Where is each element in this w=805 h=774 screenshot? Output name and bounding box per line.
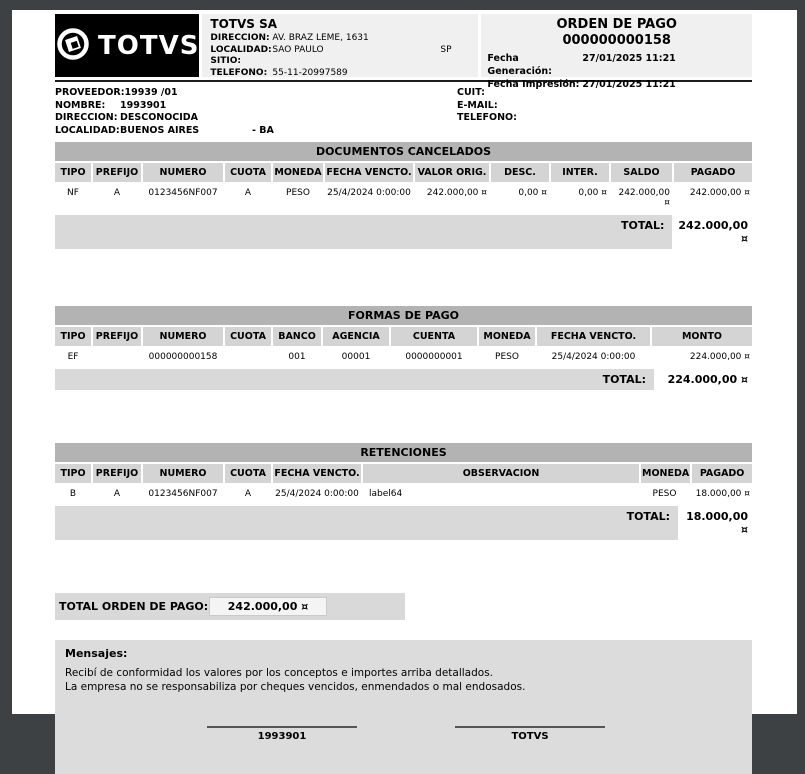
totvs-logo-text: TOTVS xyxy=(98,30,200,61)
message-line: La empresa no se responsabiliza por cheques vencidos, enmendados o mal endosados. xyxy=(65,681,526,693)
message-line: Recibí de conformidad los valores por los conceptos e importes arriba detallados. xyxy=(65,667,494,679)
column-header: MONEDA xyxy=(641,464,690,483)
column-header: TIPO xyxy=(55,327,91,346)
total-label: TOTAL: xyxy=(55,215,672,249)
grand-total-bar xyxy=(55,593,405,620)
field-label: LOCALIDAD: xyxy=(55,124,120,136)
provider-row xyxy=(457,100,752,113)
section-documentos-cancelados xyxy=(55,142,752,249)
section-title: RETENCIONES xyxy=(55,443,752,462)
grand-total-label: TOTAL ORDEN DE PAGO: xyxy=(59,600,209,613)
field-label: PROVEEDOR: xyxy=(55,87,125,98)
report-page xyxy=(12,10,797,742)
total-value: 224.000,00 ¤ xyxy=(656,369,752,390)
mensajes-box xyxy=(55,640,752,774)
section-formas-de-pago xyxy=(55,306,752,390)
field-extra xyxy=(252,112,457,125)
column-header: MONTO xyxy=(652,327,752,346)
company-info-panel xyxy=(202,14,478,77)
company-row xyxy=(210,56,470,68)
column-header: INTER. xyxy=(551,163,609,182)
report-header xyxy=(55,14,752,90)
field-value xyxy=(522,87,654,100)
table-total-row xyxy=(55,506,752,540)
field-label: CUIT: xyxy=(457,87,485,98)
field-extra: - BA xyxy=(252,124,274,136)
cell-moneda: PESO xyxy=(286,188,310,198)
section-title: DOCUMENTOS CANCELADOS xyxy=(55,142,752,161)
field-label: LOCALIDAD: xyxy=(210,44,272,55)
cell-cuota: A xyxy=(244,188,252,198)
mensajes-title: Mensajes: xyxy=(65,647,128,660)
cell-pagado: 242.000,00 ¤ xyxy=(689,188,750,198)
table-row xyxy=(55,183,752,213)
cell-tipo: NF xyxy=(67,188,79,198)
cell-tipo: B xyxy=(69,489,77,499)
column-header: DESC. xyxy=(491,163,549,182)
cell-pagado: 18.000,00 ¤ xyxy=(695,489,750,499)
totvs-logo-icon xyxy=(55,26,91,66)
column-header: PREFIJO xyxy=(93,327,141,346)
total-value: 242.000,00 ¤ xyxy=(674,215,752,249)
column-header: NUMERO xyxy=(143,464,223,483)
field-extra: SP xyxy=(440,44,452,55)
table-header-row xyxy=(55,163,752,182)
cell-prefijo: A xyxy=(113,188,121,198)
section-title: FORMAS DE PAGO xyxy=(55,306,752,325)
field-label: Fecha Impresión: xyxy=(487,79,580,90)
field-extra xyxy=(440,68,470,80)
totvs-logo xyxy=(55,14,199,77)
field-label: DIRECCION: xyxy=(55,112,118,123)
field-value: 55-11-20997589 xyxy=(272,67,348,78)
field-label: NOMBRE: xyxy=(55,99,106,111)
field-value: SAO PAULO xyxy=(272,44,324,55)
field-value xyxy=(522,100,654,113)
provider-right-column xyxy=(457,87,752,137)
table-header-row xyxy=(55,464,752,483)
field-value: 27/01/2025 11:21 xyxy=(582,79,676,90)
field-value: 1993901 xyxy=(120,99,167,111)
signature-line-company: TOTVS xyxy=(455,726,605,742)
provider-row xyxy=(55,87,457,100)
cell-observacion: label64 xyxy=(369,489,403,499)
column-header: TIPO xyxy=(55,464,91,483)
grand-total-value: 242.000,00 ¤ xyxy=(209,597,327,616)
provider-row xyxy=(457,87,752,100)
column-header: NUMERO xyxy=(143,163,223,182)
field-label: DIRECCION: xyxy=(210,33,270,43)
field-extra xyxy=(440,56,470,68)
cell-tipo: EF xyxy=(67,352,79,362)
company-row xyxy=(210,33,470,45)
column-header: BANCO xyxy=(273,327,321,346)
field-value: 19939 /01 xyxy=(124,87,178,98)
company-row xyxy=(210,68,470,80)
order-info-panel xyxy=(481,14,752,90)
company-name: TOTVS SA xyxy=(210,17,278,31)
provider-row xyxy=(55,112,457,125)
cell-cuota: A xyxy=(244,489,252,499)
section-retenciones xyxy=(55,443,752,540)
cell-moneda: PESO xyxy=(652,489,677,499)
column-header: FECHA VENCTO. xyxy=(273,464,361,483)
column-header: PAGADO xyxy=(692,464,752,483)
cell-valor-orig: 242.000,00 ¤ xyxy=(426,188,487,198)
column-header: OBSERVACION xyxy=(363,464,639,483)
table-row xyxy=(55,347,752,367)
column-header: SALDO xyxy=(611,163,672,182)
cell-cuota xyxy=(225,347,271,367)
cell-moneda: PESO xyxy=(495,352,519,362)
field-label: TELEFONO: xyxy=(210,67,268,78)
cell-fecha-vencto: 25/4/2024 0:00:00 xyxy=(327,188,411,198)
field-value xyxy=(272,56,440,68)
column-header: MONEDA xyxy=(273,163,323,182)
table-total-row xyxy=(55,215,752,249)
column-header: CUOTA xyxy=(225,464,271,483)
signatures-row xyxy=(65,726,742,742)
total-label: TOTAL: xyxy=(55,506,678,540)
total-value: 18.000,00 ¤ xyxy=(680,506,752,540)
provider-row xyxy=(55,100,457,113)
column-header: PREFIJO xyxy=(93,464,141,483)
field-extra xyxy=(440,33,470,45)
cell-banco: 001 xyxy=(288,352,306,362)
order-number: 000000000158 xyxy=(562,33,671,48)
column-header: PAGADO xyxy=(674,163,752,182)
column-header: FECHA VENCTO. xyxy=(325,163,413,182)
column-header: TIPO xyxy=(55,163,91,182)
field-label: SITIO: xyxy=(210,56,241,66)
cell-inter: 0,00 ¤ xyxy=(578,188,607,198)
column-header: CUOTA xyxy=(225,163,271,182)
field-label: Fecha Generación: xyxy=(487,53,552,77)
cell-saldo: 242.000,00 ¤ xyxy=(618,188,670,208)
cell-cuenta: 0000000001 xyxy=(405,352,463,362)
field-value: BUENOS AIRES xyxy=(120,124,200,136)
column-header: VALOR ORIG. xyxy=(415,163,489,182)
column-header: NUMERO xyxy=(143,327,223,346)
table-total-row xyxy=(55,369,752,390)
cell-numero: 0123456NF007 xyxy=(148,188,218,198)
field-extra xyxy=(257,87,457,100)
field-value: 27/01/2025 11:21 xyxy=(582,53,676,64)
column-header: PREFIJO xyxy=(93,163,141,182)
column-header: MONEDA xyxy=(479,327,535,346)
provider-row xyxy=(55,125,457,138)
column-header: FECHA VENCTO. xyxy=(537,327,650,346)
cell-prefijo: A xyxy=(113,489,121,499)
cell-desc: 0,00 ¤ xyxy=(518,188,547,198)
column-header: CUOTA xyxy=(225,327,271,346)
field-value: AV. BRAZ LEME, 1631 xyxy=(272,33,369,43)
provider-left-column xyxy=(55,87,457,137)
column-header: CUENTA xyxy=(391,327,477,346)
provider-row xyxy=(457,112,752,125)
cell-agencia: 00001 xyxy=(341,352,371,362)
field-label: TELEFONO: xyxy=(457,112,517,123)
total-label: TOTAL: xyxy=(55,369,654,390)
cell-numero: 0123456NF007 xyxy=(148,489,218,499)
field-value xyxy=(522,112,654,125)
cell-fecha-vencto: 25/4/2024 0:00:00 xyxy=(275,489,359,499)
signature-line-provider: 1993901 xyxy=(207,726,357,742)
cell-monto: 224.000,00 ¤ xyxy=(689,352,750,362)
cell-fecha-vencto: 25/4/2024 0:00:00 xyxy=(551,352,636,362)
order-row xyxy=(487,52,746,78)
company-row xyxy=(210,45,470,57)
column-header: AGENCIA xyxy=(323,327,389,346)
provider-block xyxy=(55,87,752,137)
table-row xyxy=(55,484,752,504)
cell-numero: 000000000158 xyxy=(148,352,218,362)
field-label: E-MAIL: xyxy=(457,99,498,111)
field-value: DESCONOCIDA xyxy=(120,112,199,123)
field-extra xyxy=(252,100,457,113)
cell-prefijo xyxy=(93,347,141,367)
order-title: ORDEN DE PAGO xyxy=(556,17,677,32)
table-header-row xyxy=(55,327,752,346)
